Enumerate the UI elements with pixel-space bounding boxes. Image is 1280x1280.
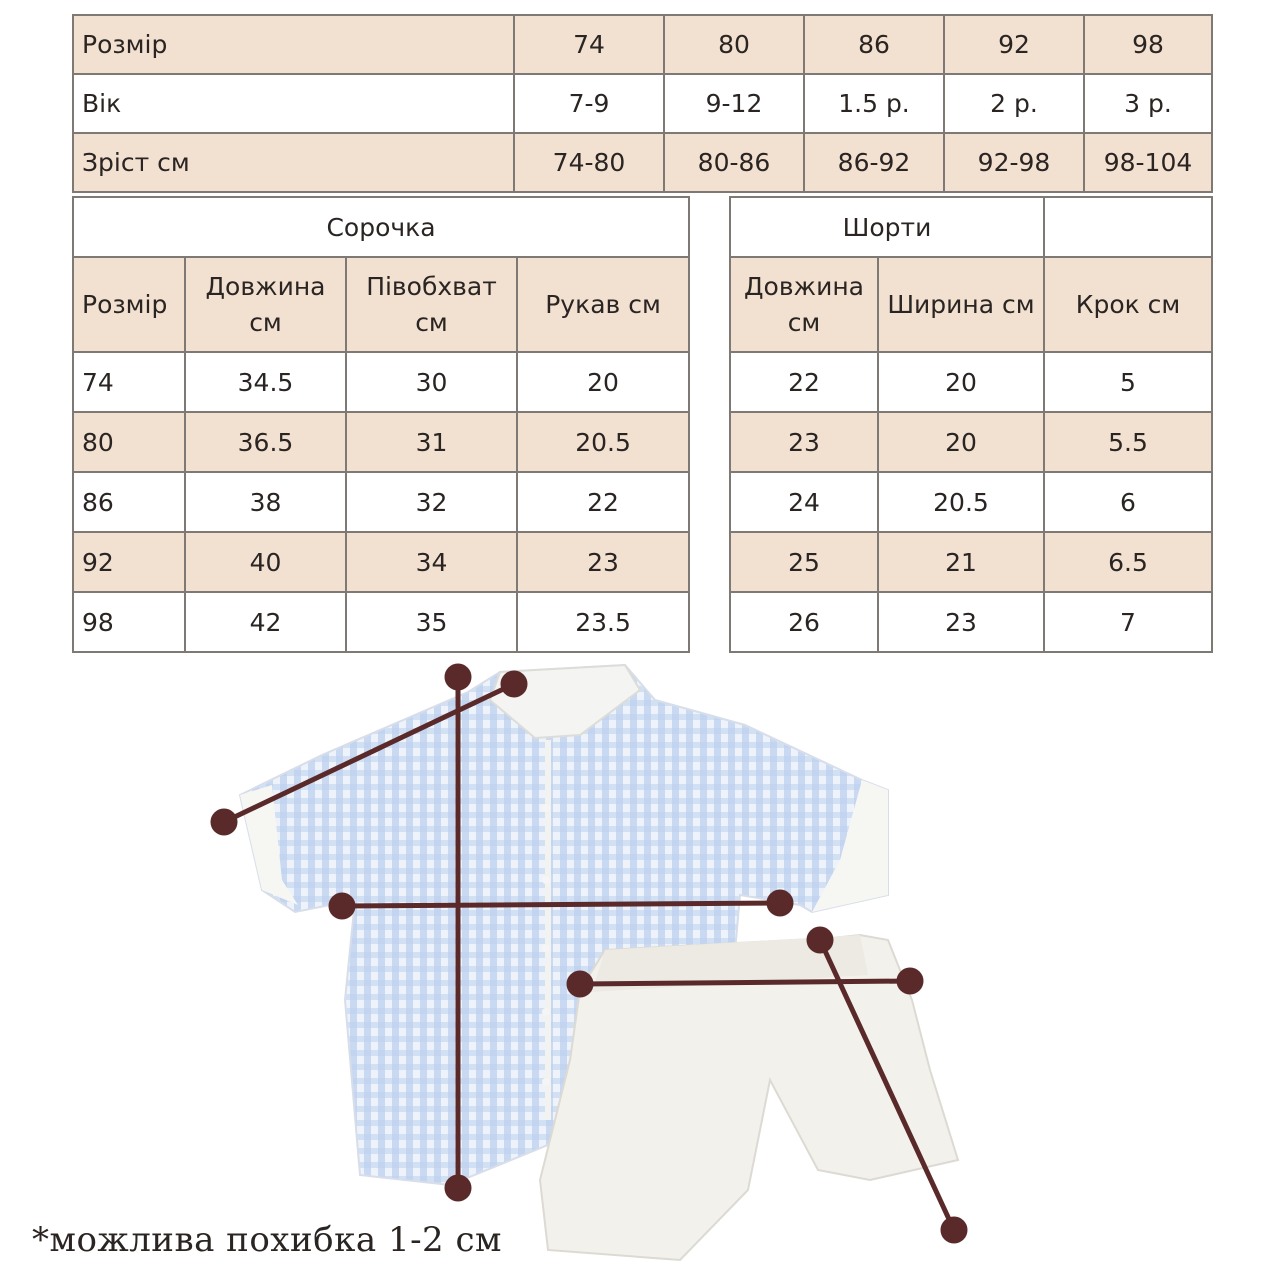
table-cell: 6.5 xyxy=(1044,532,1212,592)
table-row xyxy=(730,592,1212,652)
table-cell: 98 xyxy=(1084,15,1212,74)
table-cell: 40 xyxy=(185,532,346,592)
table-cell: 74 xyxy=(73,352,185,412)
table-cell: 20 xyxy=(517,352,689,412)
table-cell: 7 xyxy=(1044,592,1212,652)
table-row xyxy=(73,412,689,472)
table-cell: 20.5 xyxy=(517,412,689,472)
table-row xyxy=(730,352,1212,412)
table-cell: 86-92 xyxy=(804,133,944,192)
table-row xyxy=(73,592,689,652)
table-cell: 86 xyxy=(73,472,185,532)
table-cell: 23.5 xyxy=(517,592,689,652)
table-row xyxy=(730,532,1212,592)
table-row xyxy=(730,412,1212,472)
table-row xyxy=(73,472,689,532)
table-cell: 34 xyxy=(346,532,517,592)
table-cell: 23 xyxy=(878,592,1044,652)
table-row xyxy=(73,15,1212,74)
table-title-row xyxy=(73,197,689,257)
empty-cell xyxy=(1044,197,1212,257)
table-cell: 20.5 xyxy=(878,472,1044,532)
table-row xyxy=(73,133,1212,192)
column-header: Довжина см xyxy=(730,257,878,352)
column-header: Ширина см xyxy=(878,257,1044,352)
table-header-row xyxy=(73,257,689,352)
table-cell: 21 xyxy=(878,532,1044,592)
table-cell: 36.5 xyxy=(185,412,346,472)
table-row xyxy=(73,74,1212,133)
table-cell: 92 xyxy=(944,15,1084,74)
table-cell: 23 xyxy=(730,412,878,472)
table-cell: 92 xyxy=(73,532,185,592)
table-cell: 24 xyxy=(730,472,878,532)
shirt-measurements-table xyxy=(72,196,690,653)
table-cell: 25 xyxy=(730,532,878,592)
table-cell: 6 xyxy=(1044,472,1212,532)
table-cell: 5.5 xyxy=(1044,412,1212,472)
shirt-title: Сорочка xyxy=(73,197,689,257)
column-header: Розмір xyxy=(73,257,185,352)
shorts-measurements-table xyxy=(729,196,1213,653)
row-label-height: Зріст см xyxy=(73,133,514,192)
table-cell: 34.5 xyxy=(185,352,346,412)
table-cell: 20 xyxy=(878,352,1044,412)
table-cell: 92-98 xyxy=(944,133,1084,192)
table-cell: 2 р. xyxy=(944,74,1084,133)
table-header-row xyxy=(730,257,1212,352)
table-cell: 1.5 р. xyxy=(804,74,944,133)
table-cell: 98 xyxy=(73,592,185,652)
row-label-size: Розмір xyxy=(73,15,514,74)
column-header: Крок см xyxy=(1044,257,1212,352)
table-cell: 30 xyxy=(346,352,517,412)
table-cell: 80 xyxy=(664,15,804,74)
table-cell: 74 xyxy=(514,15,664,74)
table-cell: 23 xyxy=(517,532,689,592)
table-cell: 42 xyxy=(185,592,346,652)
table-cell: 20 xyxy=(878,412,1044,472)
table-cell: 7-9 xyxy=(514,74,664,133)
table-title-row xyxy=(730,197,1212,257)
table-cell: 98-104 xyxy=(1084,133,1212,192)
table-cell: 9-12 xyxy=(664,74,804,133)
table-cell: 5 xyxy=(1044,352,1212,412)
row-label-age: Вік xyxy=(73,74,514,133)
table-cell: 3 р. xyxy=(1084,74,1212,133)
table-cell: 22 xyxy=(730,352,878,412)
table-cell: 80-86 xyxy=(664,133,804,192)
table-cell: 80 xyxy=(73,412,185,472)
shorts-title: Шорти xyxy=(730,197,1044,257)
table-row xyxy=(730,472,1212,532)
table-cell: 26 xyxy=(730,592,878,652)
garment-illustration xyxy=(0,655,1280,1280)
table-cell: 32 xyxy=(346,472,517,532)
table-row xyxy=(73,532,689,592)
table-row xyxy=(73,352,689,412)
table-cell: 35 xyxy=(346,592,517,652)
table-cell: 31 xyxy=(346,412,517,472)
table-cell: 74-80 xyxy=(514,133,664,192)
table-cell: 38 xyxy=(185,472,346,532)
column-header: Довжина см xyxy=(185,257,346,352)
column-header: Півобхват см xyxy=(346,257,517,352)
table-cell: 86 xyxy=(804,15,944,74)
size-age-height-table xyxy=(72,14,1213,193)
tolerance-note: *можлива похибка 1-2 см xyxy=(32,1220,502,1260)
column-header: Рукав см xyxy=(517,257,689,352)
table-cell: 22 xyxy=(517,472,689,532)
